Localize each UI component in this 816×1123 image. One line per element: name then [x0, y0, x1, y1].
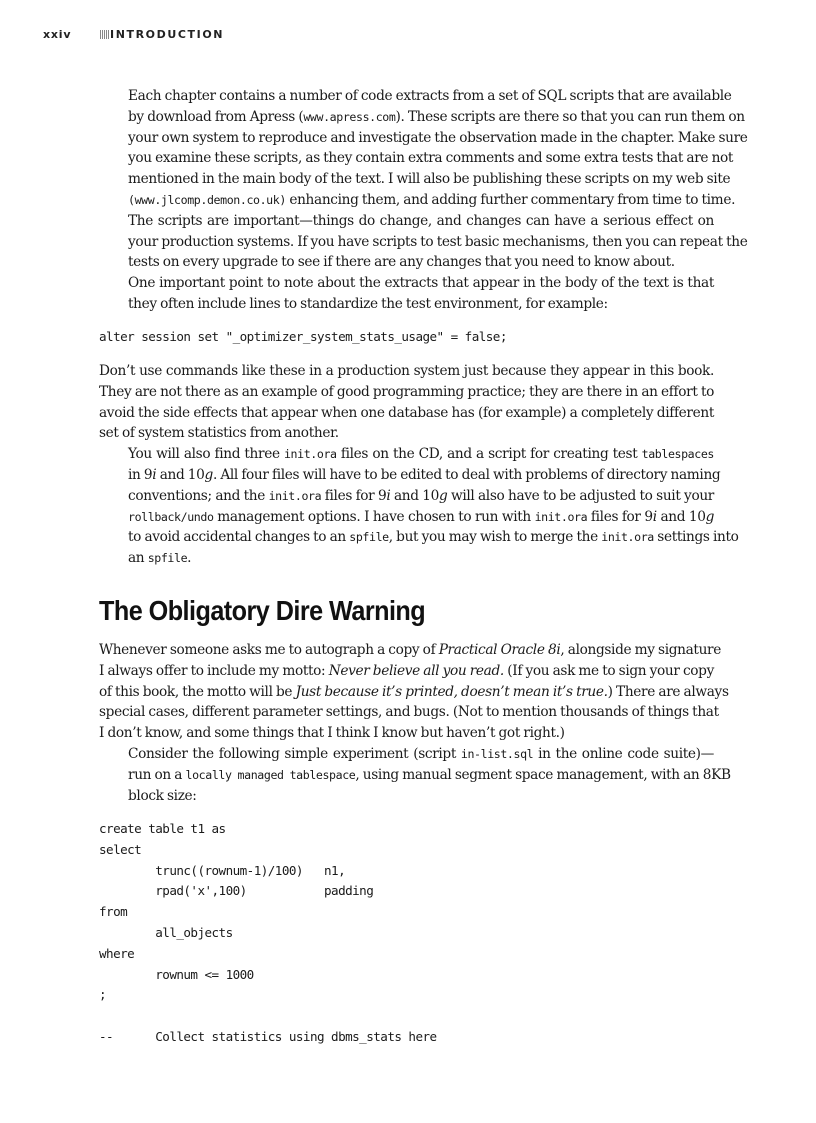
text-line: [99, 765, 731, 786]
text-line: [99, 232, 748, 253]
text-line: [99, 252, 714, 273]
text-line: [99, 190, 736, 211]
code-alter-session: alter session set "_optimizer_system_stats_usage" = false;: [99, 329, 507, 344]
text-run: enhancing them, and adding further commentary from time to time.: [285, 191, 736, 208]
text-run: your own system to reproduce and investigate the observation made in the chapter. Make sure: [128, 129, 748, 146]
warning-paragraphs: [99, 640, 731, 806]
text-line: [99, 661, 714, 682]
text-line: [99, 361, 714, 382]
text-run: tests on every upgrade to see if there are any changes that you need to know about.: [128, 254, 675, 271]
text-line: [99, 444, 714, 465]
text-run: You will also find three: [128, 446, 284, 463]
text-run: conventions; and the: [128, 487, 269, 504]
code-tablespaces: tablespaces: [641, 447, 715, 462]
paragraph-init-files: [99, 444, 739, 569]
text-line: [99, 548, 714, 569]
text-run: by download from Apress (: [128, 108, 304, 125]
text-run: settings into: [653, 529, 739, 546]
version-suffix: i: [652, 508, 657, 525]
text-line: [99, 640, 721, 661]
text-line: [99, 682, 729, 703]
version-suffix: i: [386, 487, 391, 504]
paragraph-experiment: [99, 744, 731, 806]
text-line: They are not there as an example of good programming practice; they are there in an effort to: [99, 383, 714, 400]
text-run: and 10: [390, 487, 439, 504]
apress-url: www.apress.com: [303, 109, 396, 124]
text-run: they often include lines to standardize the test environment, for example:: [128, 295, 608, 312]
intro-paragraphs: [99, 86, 748, 315]
text-run: Whenever someone asks me to autograph a copy of: [99, 642, 439, 658]
book-title: Practical Oracle 8i: [438, 642, 561, 658]
code-locally-managed: locally managed tablespace: [185, 767, 356, 782]
text-run: , alongside my signature: [560, 642, 721, 658]
text-line: [99, 211, 714, 232]
text-run: I always offer to include my motto:: [99, 662, 329, 679]
code-script-name: in-list.sql: [460, 746, 534, 761]
code-init-ora: init.ora: [268, 488, 322, 503]
code-init-ora: init.ora: [283, 447, 337, 462]
version-suffix: i: [152, 466, 157, 483]
text-run: , using manual segment space management, with an 8KB: [355, 766, 731, 783]
text-run: .: [187, 550, 192, 567]
text-run: you examine these scripts, as they contain extra comments and some extra tests that are not: [128, 150, 734, 167]
text-line: [99, 128, 748, 149]
text-run: your production systems. If you have scripts to test basic mechanisms, then you can repeat the: [128, 233, 748, 250]
text-line: [99, 723, 714, 744]
text-run: (If you ask me to sign your copy: [503, 662, 714, 679]
code-init-ora: init.ora: [534, 509, 588, 524]
motto: Never believe all you read.: [328, 662, 504, 679]
code-listing: create table t1 as select trunc((rownum-1)/100) n1, rpad('x',100) padding from all_objects where rownum <= 1000 ; -- Collect statistics using dbms_stats here: [99, 821, 437, 1044]
running-header-title: INTRODUCTION: [110, 28, 225, 41]
text-line: [99, 507, 714, 528]
author-site-url: (www.jlcomp.demon.co.uk): [128, 192, 286, 207]
section-heading: The Obligatory Dire Warning: [99, 595, 426, 626]
text-line: [99, 403, 714, 424]
text-run: will also have to be adjusted to suit your: [447, 487, 714, 504]
text-line: [99, 148, 734, 169]
paragraph-motto: [99, 640, 729, 744]
text-line: [99, 486, 714, 507]
text-run: , but you may wish to merge the: [388, 529, 602, 546]
text-line: [99, 382, 714, 403]
text-line: [99, 294, 714, 315]
text-run: files for 9: [321, 487, 387, 504]
paragraph-production-warning: [99, 361, 714, 444]
page-number: xxiv: [43, 28, 72, 41]
text-line: [99, 744, 714, 765]
text-run: mentioned in the main body of the text. I will also be publishing these scripts on my web site: [128, 171, 731, 188]
text-run: set of system statistics from another.: [99, 425, 339, 442]
paragraph-scripts-download: [99, 86, 748, 211]
text-run: ). These scripts are there so that you can run them on: [395, 108, 745, 125]
code-spfile: spfile: [147, 551, 188, 566]
text-run: and 10: [156, 466, 205, 483]
text-run: management options. I have chosen to run with: [213, 508, 535, 525]
text-run: an: [128, 550, 148, 567]
motto-alt: Just because it’s printed, doesn’t mean it’s true.: [295, 683, 608, 700]
text-line: [99, 423, 714, 444]
text-run: One important point to note about the extracts that appear in the body of the text is that: [128, 275, 714, 292]
text-run: Don’t use commands like these in a production system just because they appear in this book.: [99, 363, 714, 379]
text-line: [99, 786, 714, 807]
text-run: special cases, different parameter settings, and bugs. (Not to mention thousands of things that: [99, 704, 719, 721]
text-run: run on a: [128, 766, 186, 783]
text-run: in the online code suite)—: [533, 745, 714, 762]
text-line: [99, 273, 714, 294]
text-run: block size:: [128, 787, 197, 804]
text-run: . All four files will have to be edited to deal with problems of directory naming: [212, 466, 721, 483]
text-line: [99, 465, 721, 486]
text-line: [99, 169, 731, 190]
text-line: [99, 86, 732, 107]
body-paragraphs: [99, 361, 739, 569]
code-rollback-undo: rollback/undo: [128, 509, 214, 524]
text-run: avoid the side effects that appear when one database has (for example) a completely different: [99, 404, 714, 421]
paragraph-scripts-important: [99, 211, 748, 273]
version-suffix: g: [705, 508, 714, 525]
text-line: [99, 702, 719, 723]
paragraph-standardize-env: [99, 273, 714, 315]
version-suffix: g: [438, 487, 448, 504]
text-run: Each chapter contains a number of code extracts from a set of SQL scripts that are available: [128, 88, 732, 104]
text-run: in 9: [128, 466, 153, 483]
text-line: [99, 107, 745, 128]
text-run: The scripts are important—things do change, and changes can have a serious effect on: [128, 212, 714, 229]
code-spfile: spfile: [349, 530, 389, 545]
header-separator-icon: [100, 30, 109, 39]
text-run: of this book, the motto will be: [99, 683, 296, 700]
text-run: files for 9: [587, 508, 653, 525]
running-header: [43, 28, 773, 44]
text-line: [99, 527, 739, 548]
code-init-ora: init.ora: [601, 530, 654, 545]
text-run: files on the CD, and a script for creating test: [336, 446, 642, 463]
text-run: to avoid accidental changes to an: [128, 529, 350, 546]
text-run: I don’t know, and some things that I think I know but haven’t got right.): [99, 725, 565, 742]
text-run: Consider the following simple experiment (script: [128, 745, 461, 762]
text-run: and 10: [656, 508, 706, 525]
version-suffix: g: [204, 466, 213, 483]
text-run: ) There are always: [607, 683, 729, 700]
